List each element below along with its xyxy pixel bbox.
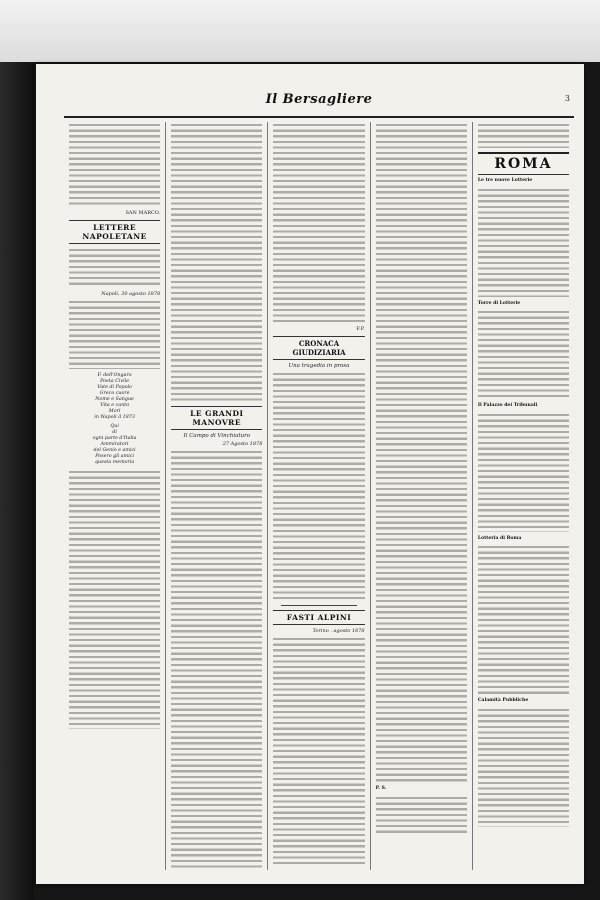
- text-block: [478, 187, 569, 297]
- divider: [281, 605, 356, 606]
- dateline-torino: Torino . agosto 1878: [312, 628, 365, 634]
- subtitle-campo-vinchiaturo: Il Campo di Vinchiaturo: [183, 433, 251, 439]
- text-block: [478, 122, 569, 148]
- text-block: [273, 636, 364, 866]
- column-2: [166, 122, 268, 870]
- text-block: [376, 795, 467, 835]
- section-roma: ROMA: [478, 152, 569, 175]
- epitaph-block: Qui di ogni parte d'Italia Ammiratori del Genio e amici Posero gli amici questa memoria: [92, 424, 137, 465]
- text-block: [171, 122, 262, 402]
- text-block: [273, 371, 364, 601]
- page-header: [64, 92, 574, 118]
- dedication-block: F. dell'Ongaro Poeta Civile Vate di Popolo Greco cuore Nome e Sangue Vita e canto Morì in Napoli il 1873: [94, 373, 135, 420]
- column-1: [64, 122, 166, 870]
- text-block: [273, 122, 364, 322]
- text-block: [478, 412, 569, 532]
- text-block: [478, 707, 569, 827]
- column-4: [371, 122, 473, 870]
- page-number: 3: [564, 94, 570, 103]
- dateline-manovre: 27 Agosto 1878: [222, 441, 263, 447]
- section-grandi-manovre: LE GRANDI MANOVRE: [171, 406, 262, 430]
- text-block: [69, 247, 160, 287]
- postscript-label: P. S.: [375, 786, 387, 791]
- news-item-title: Lotteria di Roma: [477, 535, 522, 541]
- news-item-title: Calamità Pubbliche: [477, 698, 529, 704]
- newspaper-page: [36, 64, 584, 884]
- subtitle-tragedia: Una tragedia in prosa: [288, 363, 350, 369]
- news-item-title: Torre di Lotterie: [477, 300, 521, 306]
- signature-fp: F.P.: [356, 326, 365, 332]
- section-cronaca-giudiziaria: CRONACA GIUDIZIARIA: [273, 336, 364, 360]
- text-block: [376, 122, 467, 782]
- section-fasti-alpini: FASTI ALPINI: [273, 610, 364, 625]
- text-block: [69, 299, 160, 369]
- section-lettere-napoletane: LETTERE NAPOLETANE: [69, 220, 160, 244]
- scanner-top-margin: [0, 0, 600, 62]
- news-item-title: Le tre nuove Lotterie: [477, 178, 533, 183]
- text-block: [69, 469, 160, 729]
- dateline-napoli: Napoli, 30 agosto 1878: [101, 291, 161, 297]
- text-block: [478, 309, 569, 399]
- text-block: [171, 449, 262, 869]
- news-item-title: Il Palazzo dei Tribunali: [477, 403, 538, 409]
- signature-san-marco: SAN MARCO.: [125, 210, 161, 216]
- text-block: [69, 122, 160, 206]
- scanner-left-margin: [0, 62, 34, 900]
- columns: [64, 122, 574, 870]
- text-block: [478, 544, 569, 694]
- column-3: [268, 122, 370, 870]
- column-5: [473, 122, 574, 870]
- masthead-title: Il Bersagliere: [265, 92, 373, 107]
